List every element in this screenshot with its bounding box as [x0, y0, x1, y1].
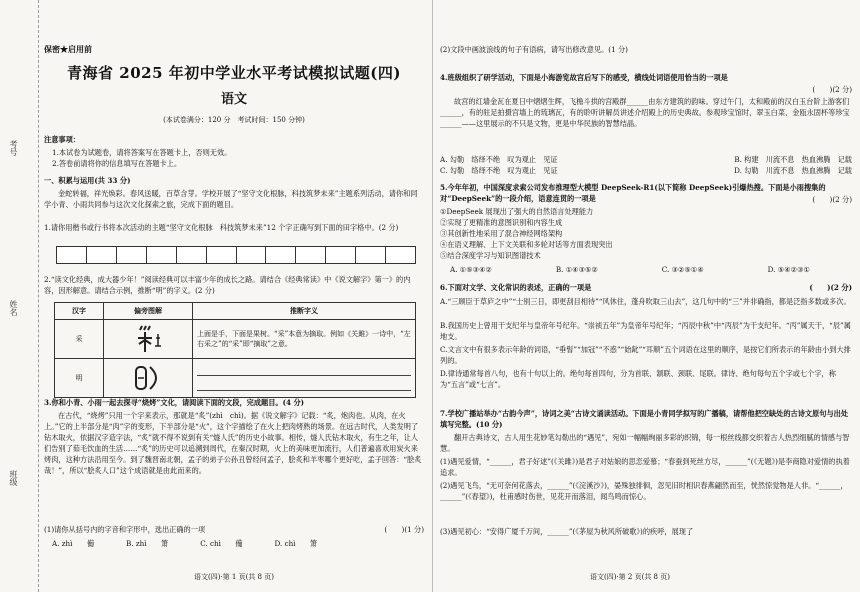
q5-items [440, 206, 852, 261]
option-c[interactable]: C. ③②⑤①④ [661, 265, 704, 274]
fill-in-line[interactable]: (3)遇见初心：“安得广厦千万间，______”(《茅屋为秋风所破歌》)的疾呼，展现了 [440, 527, 694, 536]
question-6: 6.下面对文学、文化常识的表述，正确的一项是 ( )(2 分) [440, 283, 852, 292]
table-row [55, 359, 416, 398]
question-4: 4.班级组织了研学活动，下面是小海游览故宫后写下的感受，横线处词语使用恰当的一项是 [440, 73, 728, 82]
margin-label: 姓名 [9, 300, 18, 316]
option-a[interactable]: A. zhì 僃 [52, 539, 95, 548]
right-column [440, 0, 852, 592]
q5-options [450, 264, 810, 275]
left-column [44, 0, 424, 592]
ming-glyph-icon [108, 361, 188, 395]
option-d[interactable]: D.律诗通常每首八句，也有十句以上的。绝句每首四句，分为首联、颔联、颈联、尾联。律诗、绝句每句五个字或七个字，称为“五言”或“七言”。 [440, 369, 836, 389]
table-cell-meaning: 上面是手，下面是果树。“采”本意为摘取。例如《关雎》一诗中，“左右采之”的“采”即“摘取”之意。 [193, 320, 416, 359]
option-b[interactable]: B. ①④③⑤② [555, 265, 598, 274]
score-mark: ( )(2 分) [812, 195, 852, 204]
score-mark: ( )(1 分) [384, 525, 424, 534]
binding-margin [0, 0, 39, 592]
question-3-1: (1)请你从括号内的字音和字形中，选出正确的一项 ( )(1 分) [44, 525, 424, 534]
question-2: 2.“读文化经典，成大器少年！”阅读经典可以丰富少年的成长之路。请结合《经典常读》中《说文解字》第一》的内容，因形解意。请结合示例，推断“明”的字义。(2 分) [44, 275, 411, 295]
option-c[interactable]: C. 勾勒 络绎不绝 叹为观止 见证 [440, 166, 558, 175]
table-header: 偏旁图解 [104, 303, 193, 320]
score-mark: ( )(2 分) [809, 283, 852, 292]
option-c[interactable]: C.文言文中有很多表示年龄的词语，“垂髫”“加冠”“不惑”“始龀”“耳顺”五个词语在这里的顺序，是按它们所表示的年龄由小到大排列的。 [440, 345, 851, 365]
page-divider [432, 0, 433, 592]
q4-options [440, 154, 852, 176]
option-d[interactable]: D. ⑤④②③① [767, 265, 810, 274]
section-intro: 金蛇转福，祥光焕彩。春风送暖，百草含芽。学校开展了“坚守文化根脉，科技筑梦未来”主题系列活动，请你和同学小青、小雨共同参与这次文化探索之旅，完成下面的题目。 [44, 189, 418, 209]
subject-title: 语文 [220, 92, 247, 107]
note-item: 1.本试卷为试题卷，请将答案写在答题卡上，否则无效。 [52, 148, 232, 157]
option-a[interactable]: A. ①⑤③④② [450, 265, 492, 274]
section-heading: 一、积累与运用(共 33 分) [44, 176, 131, 185]
option-d[interactable]: D. chì 箫 [274, 539, 318, 548]
list-item: ③其创新性地采用了混合神经网络架构 [440, 229, 563, 238]
fill-in-line[interactable]: (2)遇见飞鸟，“无可奈何花落去，______”(《浣溪沙》)，晏殊独徘徊，忽见旧时相识春燕翩然而至，恍然惊觉物是人非。“______，______”(《春望》)，杜甫感时伤世，见花开而落泪，闻鸟鸣而惊心。 [440, 481, 848, 501]
fill-in-line[interactable]: (1)遇见爱情，“______，君子好逑”(《关雎》)是君子对姑娘的思恋爱慕；“春蚕到死丝方尽，______”(《无题》)是李商隐对爱情的执着追求。 [440, 457, 850, 477]
list-item: ④在语义理解、上下文关联和多轮对话等方面表现突出 [440, 240, 613, 249]
writing-grid[interactable] [56, 246, 416, 264]
notes-heading: 注意事项： [44, 135, 80, 144]
option-d[interactable]: D. 勾勒 川流不息 热血沸腾 记载 [734, 166, 852, 175]
table-cell-char: 采 [55, 320, 104, 359]
options-row [52, 538, 424, 549]
list-item: ①DeepSeek 展现出了强大的自然语言处理能力 [440, 207, 594, 216]
table-row [55, 320, 416, 359]
option-a[interactable]: A.“三顾臣于草庐之中”“士别三日，即更刮目相待”“风休住，蓬舟吹取三山去”，这几句中的“三”并非确指，都是泛指多数或多次。 [440, 297, 851, 306]
option-b[interactable]: B.我国历史上曾用干支纪年与皇帝年号纪年。“崇祯五年”为皇帝年号纪年；“丙辰中秋”中“丙辰”为干支纪年。“丙”属天干，“辰”属地支。 [440, 321, 851, 341]
exam-meta: (本试卷满分：120 分 考试时间：150 分钟) [163, 116, 305, 124]
confidential-label: 保密★启用前 [44, 44, 92, 54]
margin-label: 班级 [9, 470, 18, 486]
cai-glyph-icon [108, 322, 188, 356]
page-footer: 语文(四)·第 2 页(共 8 页) [590, 573, 670, 581]
note-item: 2.答卷前请将你的信息填写在答题卡上。 [52, 159, 182, 168]
q7-intro: 翻开古典诗文，古人用生花妙笔勾勒出的“遇见”，宛如一幅幅绚丽多彩的织锦，每一根丝线都交织着古人热烈细腻的情感与智慧。 [440, 433, 850, 453]
q4-passage: 故宫的红墙金瓦在夏日中熠熠生辉，飞檐斗拱的宫殿群______由东方建筑的韵味。穿过午门，太和殿前的汉白玉台阶上游客们______，有的驻足拍摄宫墙上的琉璃瓦，有的聆听讲解员讲述介绍殿上的历史典故。参观珍宝馆时，翠玉白菜、金瓯永固杯等珍宝______——这里展示的不只是文物，更是中华民族的智慧结晶。 [440, 97, 850, 128]
question-7: 7.学校广播站举办“古韵今声”，诗词之美“古诗文诵读活动。下面是小青同学拟写的广播稿，请帮他把空缺处的古诗文原句与出处填写完整。(10 分) [440, 409, 849, 429]
question-3-2: (2)文段中画波浪线的句子有语病，请写出修改意见。(1 分) [440, 45, 628, 54]
table-header: 推断字义 [193, 303, 416, 320]
table-header: 汉字 [55, 303, 104, 320]
score-mark: ( )(2 分) [812, 85, 852, 94]
option-a[interactable]: A. 勾勒 络绎不绝 叹为观止 见证 [440, 155, 558, 164]
option-b[interactable]: B. zhì 箫 [126, 539, 169, 548]
character-table [54, 302, 416, 398]
page-footer: 语文(四)·第 1 页(共 8 页) [194, 573, 274, 581]
question-3: 3.你和小青、小雨一起去探寻“烧烤”文化，请阅读下面的文段，完成题目。(4 分) [44, 398, 305, 407]
question-5: 5.今年年初，中国深度求索公司发布推理型大模型 DeepSeek-R1(以下简称 DeepSeek)引爆热搜。下面是小雨搜集的对“DeepSeek”的一段介绍，语意连贯的一项是 [440, 183, 826, 203]
table-cell-char: 明 [55, 359, 104, 398]
reading-passage: 在古代，“烧烤”只用一个字来表示，那就是“炙”(zhì chì)。据《说文解字》记载：“炙，炮肉也。从肉，在火上。”它的上半部分是“肉”字的变形，下半部分是“火”，这个字描绘了在火上把肉烤熟的场景。在远古时代，人类发明了钻木取火，依据汉字造字法，“炙”就不得不说到有关“燧人氏”的历史小故事。相传，燧人氏钻木取火，有生之年，让人们告别了茹毛饮血的生活……“炙”的历史可以追溯到周代，在秦汉时期，火上的美味更加流行，人们普遍喜欢用炭火来烤肉，这种方法沿用至今。到了魏晋南北朝，孟子的弟子公孙丑曾经问孟子，脍炙和羊枣哪个更好吃，孟子回答：“脍炙哉！”，所以“脍炙人口”这个成语就是由此而来的。 [44, 411, 422, 475]
exam-title: 青海省 2025 年初中学业水平考试模拟试题(四) [67, 64, 401, 82]
question-1: 1.请你用楷书或行书将本次活动的主题“坚守文化根脉 科技筑梦未来”12 个字正确写到下面的田字格中。(2 分) [44, 223, 399, 232]
margin-label: 考号 [9, 140, 18, 156]
option-c[interactable]: C. chì 僃 [200, 539, 243, 548]
answer-blank[interactable] [193, 359, 416, 398]
option-b[interactable]: B. 构建 川流不息 热血沸腾 记载 [734, 155, 852, 164]
list-item: ②实现了更精准的意图识别和内容生成 [440, 218, 563, 227]
list-item: ⑤结合深度学习与知识图谱技术 [440, 251, 541, 260]
